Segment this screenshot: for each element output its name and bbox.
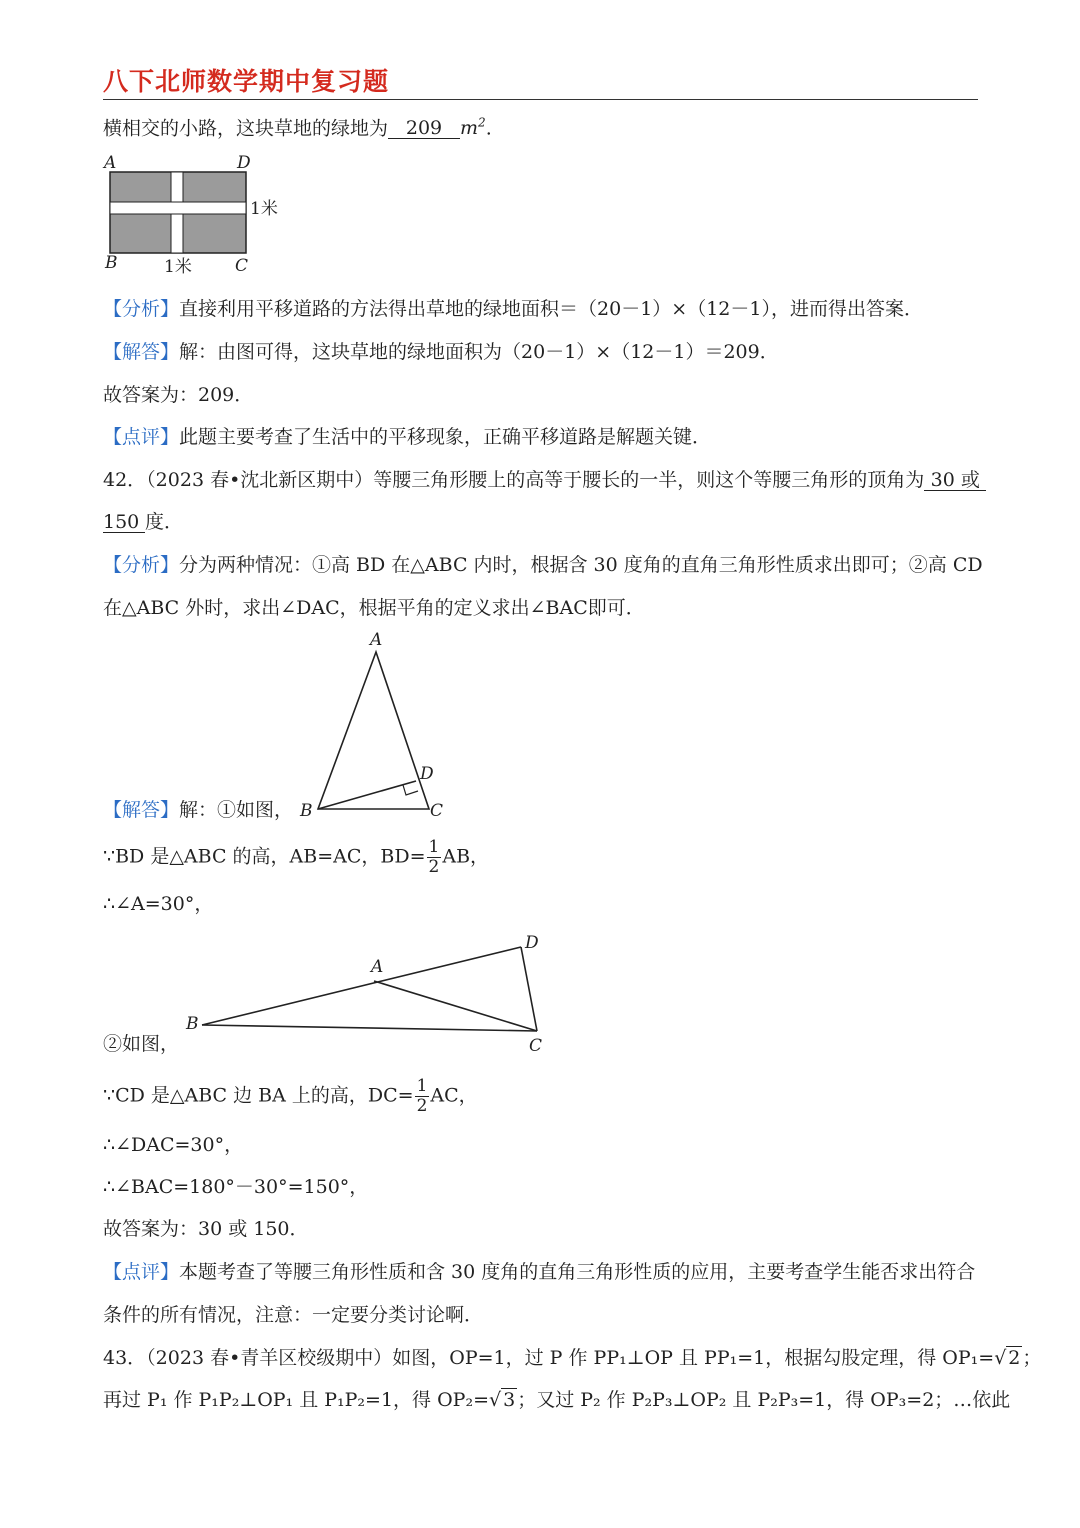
label-A: A	[371, 957, 384, 977]
q42-solution-case1: 【解答】解：①如图，	[103, 799, 294, 821]
label-B: B	[300, 801, 313, 821]
q42-figure-case1	[290, 625, 460, 825]
label-B: B	[186, 1014, 199, 1034]
label-path-width-bottom: 1米	[164, 257, 192, 277]
q41-final-answer: 故答案为：209．	[103, 384, 254, 406]
right-angle-mark	[403, 785, 418, 795]
label-B: B	[105, 253, 118, 273]
sqrt-3: √ 3	[489, 1389, 516, 1411]
fraction-one-half: $\frac{1}{2}$	[416, 1076, 428, 1116]
line-BC	[202, 1025, 537, 1031]
q42-because-1: ∵BD 是△ABC 的高，AB=AC，BD= $\frac{1}{2}$ AB，	[103, 837, 490, 877]
q42-figure-case2	[180, 930, 560, 1060]
label-A: A	[370, 630, 383, 650]
label-D: D	[237, 153, 251, 173]
q42-therefore-3: ∴∠BAC=180°－30°=150°，	[103, 1176, 369, 1198]
triangle-ABC	[318, 652, 429, 809]
sqrt-2: √ 2	[994, 1347, 1021, 1369]
line-AC	[374, 981, 537, 1031]
q41-solution: 【解答】解：由图可得，这块草地的绿地面积为（20－1）×（12－1）＝209．	[103, 341, 779, 363]
line-BD	[202, 947, 521, 1025]
label-C: C	[529, 1036, 543, 1056]
q42-stem: 42．（2023 春•沈北新区期中）等腰三角形腰上的高等于腰长的一半，则这个等腰三角形的顶角为 30 或	[103, 471, 986, 491]
q42-analysis-2: 在△ABC 外时，求出∠DAC，根据平角的定义求出∠BAC即可．	[103, 597, 645, 619]
q42-therefore-1: ∴∠A=30°，	[103, 893, 214, 915]
q42-case2: ②如图，	[103, 1033, 180, 1055]
q41-rectangle-figure	[100, 150, 300, 280]
q41-intro: 横相交的小路，这块草地的绿地为	[103, 117, 389, 140]
q42-therefore-2: ∴∠DAC=30°，	[103, 1134, 244, 1156]
label-path-width-right: 1米	[250, 199, 278, 219]
horizontal-path	[110, 202, 246, 214]
line-DC	[521, 947, 537, 1031]
q43-line-2: 再过 P₁ 作 P₁P₂⊥OP₁ 且 P₁P₂=1，得 OP₂=√ 3 ；又过 P₂ 作 P₂P₃⊥OP₂ 且 P₂P₃=1，得 OP₃=2；…依此	[103, 1389, 1011, 1411]
fraction-one-half: $\frac{1}{2}$	[428, 837, 440, 877]
q41-unit: $m^2$	[460, 116, 486, 140]
q41-intro-line: 横相交的小路，这块草地的绿地为 209 $m^2$.	[103, 116, 492, 140]
q41-analysis: 【分析】直接利用平移道路的方法得出草地的绿地面积＝（20－1）×（12－1），进而得出答案．	[103, 298, 923, 320]
q42-comment-2: 条件的所有情况，注意：一定要分类讨论啊．	[103, 1304, 484, 1326]
label-A: A	[104, 153, 117, 173]
q42-answer-blank-2: 150	[103, 513, 145, 533]
q42-final-answer: 故答案为：30 或 150．	[103, 1218, 309, 1240]
q41-answer-blank: 209	[388, 119, 460, 139]
q42-because-2: ∵CD 是△ABC 边 BA 上的高，DC= $\frac{1}{2}$ AC，	[103, 1076, 478, 1116]
q43-line-1: 43．（2023 春•青羊区校级期中）如图，OP=1，过 P 作 PP₁⊥OP 且 PP₁=1，根据勾股定理，得 OP₁=√ 2 ；	[103, 1347, 1042, 1369]
q42-analysis-1: 【分析】分为两种情况：①高 BD 在△ABC 内时，根据含 30 度角的直角三角形性质求出即可；②高 CD	[103, 554, 983, 576]
q42-answer-blank-1: 30 或	[924, 471, 986, 491]
q42-stem-end: 150 度．	[103, 511, 184, 533]
label-D: D	[420, 764, 434, 784]
q41-comment: 【点评】此题主要考查了生活中的平移现象，正确平移道路是解题关键．	[103, 426, 712, 448]
label-D: D	[525, 933, 539, 953]
header-divider	[103, 99, 978, 100]
q42-comment-1: 【点评】本题考查了等腰三角形性质和含 30 度角的直角三角形性质的应用，主要考查学生能否求出符合	[103, 1261, 976, 1283]
altitude-BD	[318, 781, 416, 809]
page-header-title: 八下北师数学期中复习题	[103, 67, 390, 96]
label-C: C	[235, 256, 249, 276]
label-C: C	[430, 801, 444, 821]
